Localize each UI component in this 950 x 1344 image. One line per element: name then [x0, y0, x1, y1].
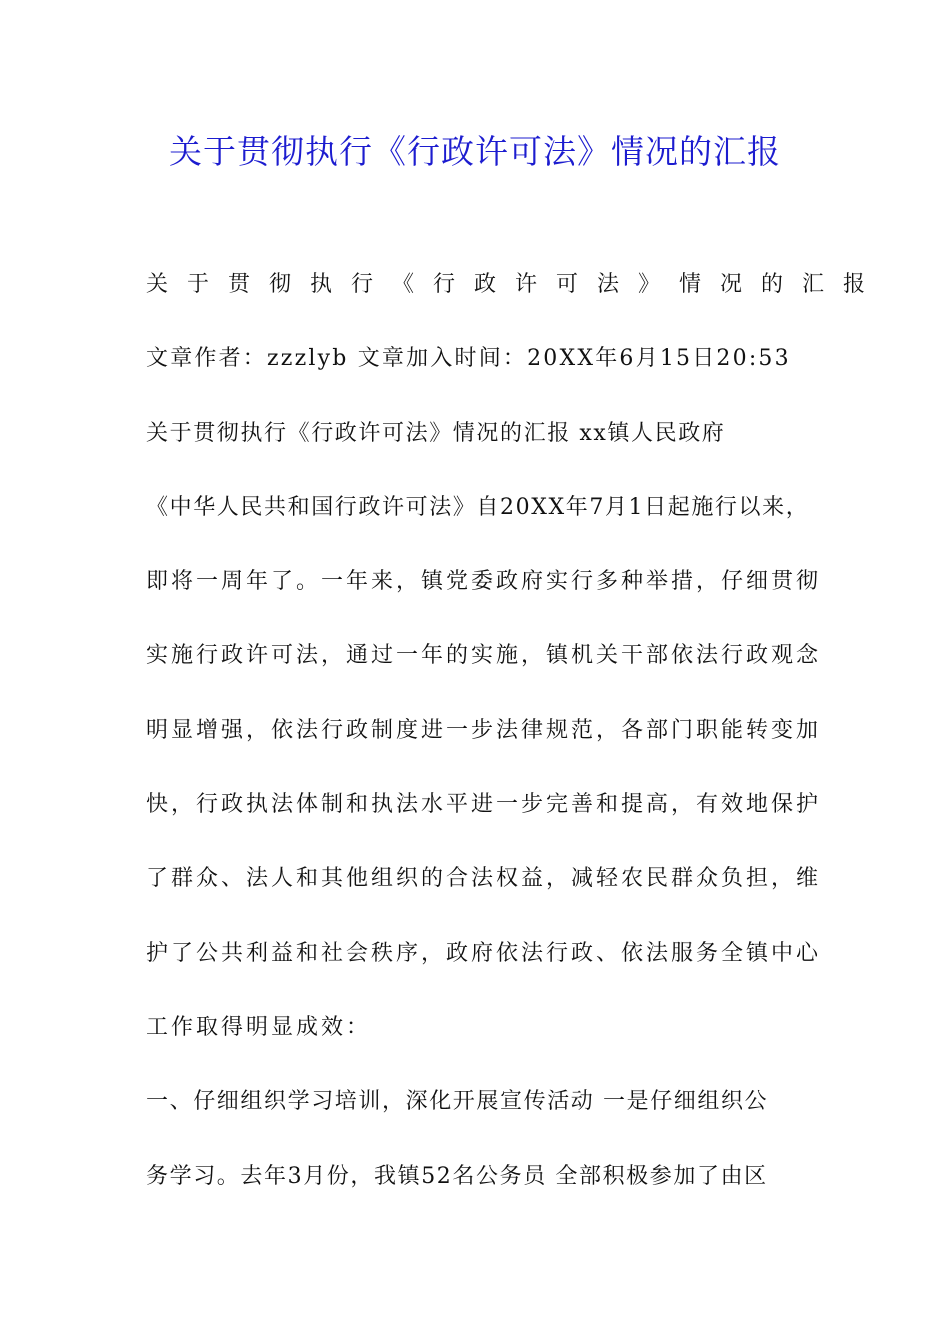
text-line: 护了公共利益和社会秩序，政府依法行政、依法服务全镇中心 — [146, 940, 822, 966]
text-line: 了群众、法人和其他组织的合法权益，减轻农民群众负担，维 — [146, 866, 822, 892]
document-title: 关于贯彻执行《行政许可法》情况的汇报 — [169, 132, 781, 171]
text-line: 关于贯彻执行《行政许可法》情况的汇报 xx镇人民政府 — [146, 420, 726, 446]
text-line: 一、仔细组织学习培训，深化开展宣传活动 一是仔细组织公 — [146, 1089, 769, 1115]
text-line: 实施行政许可法，通过一年的实施，镇机关干部依法行政观念 — [146, 643, 822, 669]
text-line: 关于贯彻执行《行政许可法》情况的汇报 — [146, 272, 885, 297]
text-line: 快，行政执法体制和执法水平进一步完善和提高，有效地保护 — [146, 792, 822, 818]
article-meta-line: 文章作者：zzzlyb 文章加入时间：20XX年6月15日20:53 — [146, 346, 791, 372]
text-line: 《中华人民共和国行政许可法》自20XX年7月1日起施行以来， — [146, 494, 810, 520]
text-line: 明显增强，依法行政制度进一步法律规范，各部门职能转变加 — [146, 717, 822, 743]
text-line: 即将一周年了。一年来，镇党委政府实行多种举措，仔细贯彻 — [146, 569, 822, 595]
text-line: 务学习。去年3月份，我镇52名公务员 全部积极参加了由区 — [146, 1163, 768, 1189]
document-body — [146, 260, 885, 1226]
text-line: 工作取得明显成效： — [146, 1014, 372, 1040]
